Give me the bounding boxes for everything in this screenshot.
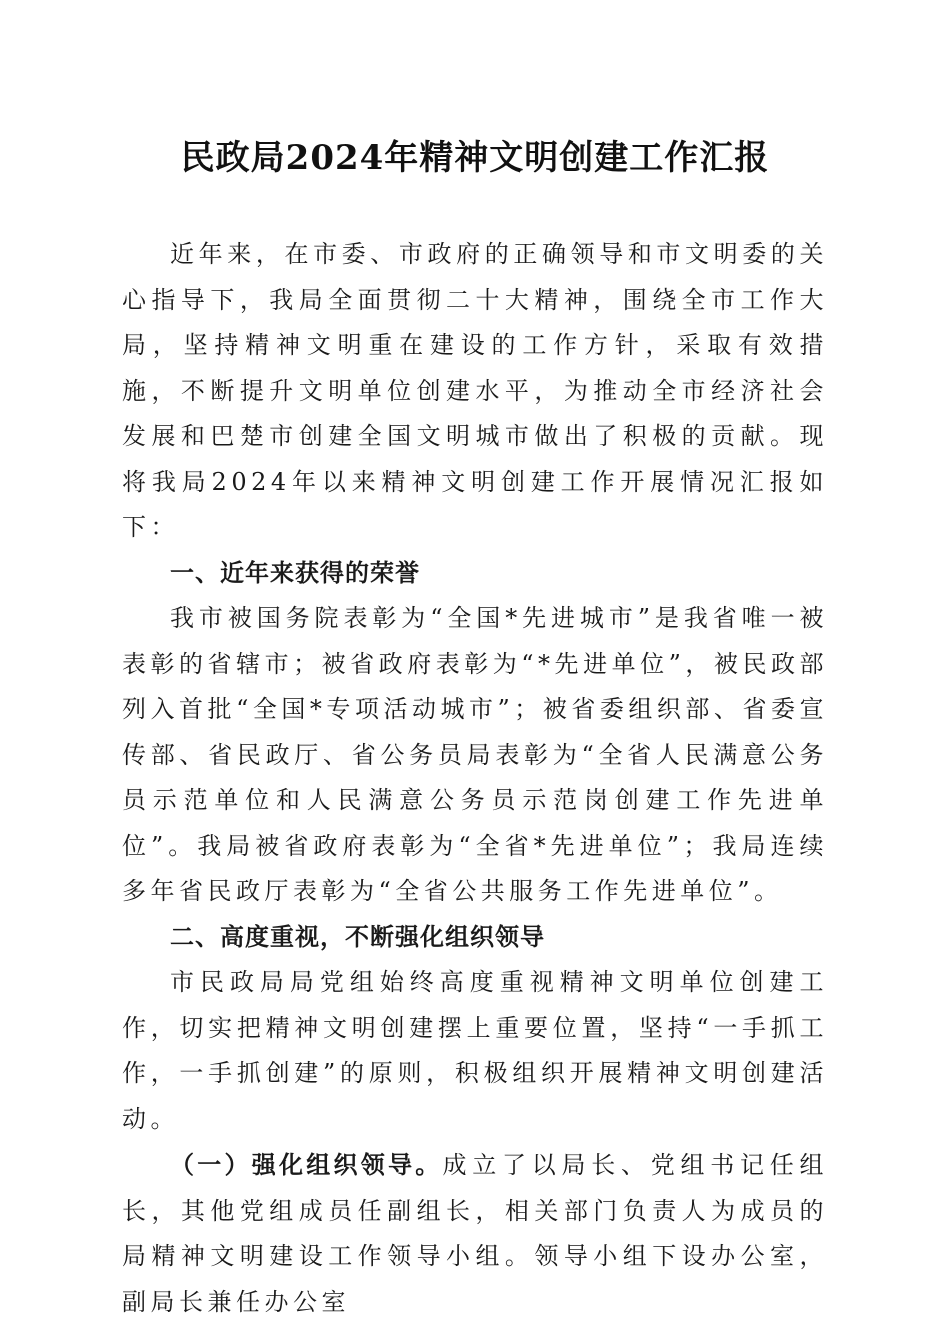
subsection-1-lead: （一）强化组织领导。 <box>170 1150 443 1179</box>
intro-paragraph: 近年来，在市委、市政府的正确领导和市文明委的关心指导下，我局全面贯彻二十大精神，围绕全市工作大局，坚持精神文明重在建设的工作方针，采取有效措施，不断提升文明单位创建水平，为推动全市经济社会发展和巴楚市创建全国文明城市做出了积极的贡献。现将我局2024年以来精神文明创建工作开展情况汇报如下： <box>122 240 828 541</box>
subsection-1-paragraph <box>122 1142 828 1325</box>
document-body <box>122 232 828 1325</box>
section-1-paragraph: 我市被国务院表彰为“全国*先进城市”是我省唯一被表彰的省辖市；被省政府表彰为“*先进单位”，被民政部列入首批“全国*专项活动城市”；被省委组织部、省委宣传部、省民政厅、省公务员局表彰为“全省人民满意公务员示范单位和人民满意公务员示范岗创建工作先进单位”。我局被省政府表彰为“全省*先进单位”；我局连续多年省民政厅表彰为“全省公共服务工作先进单位”。 <box>122 604 828 905</box>
subsection-1-body: 成立了以局长、党组书记任组长，其他党组成员任副组长，相关部门负责人为成员的局精神文明建设工作领导小组。领导小组下设办公室，副局长兼任办公室 <box>122 1151 828 1316</box>
document-title: 民政局2024年精神文明创建工作汇报 <box>180 138 770 178</box>
section-1-heading: 一、近年来获得的荣誉 <box>170 558 420 587</box>
section-2-paragraph: 市民政局局党组始终高度重视精神文明单位创建工作，切实把精神文明创建摆上重要位置，坚持“一手抓工作，一手抓创建”的原则，积极组织开展精神文明创建活动。 <box>122 968 828 1133</box>
section-2-heading: 二、高度重视，不断强化组织领导 <box>170 922 545 951</box>
